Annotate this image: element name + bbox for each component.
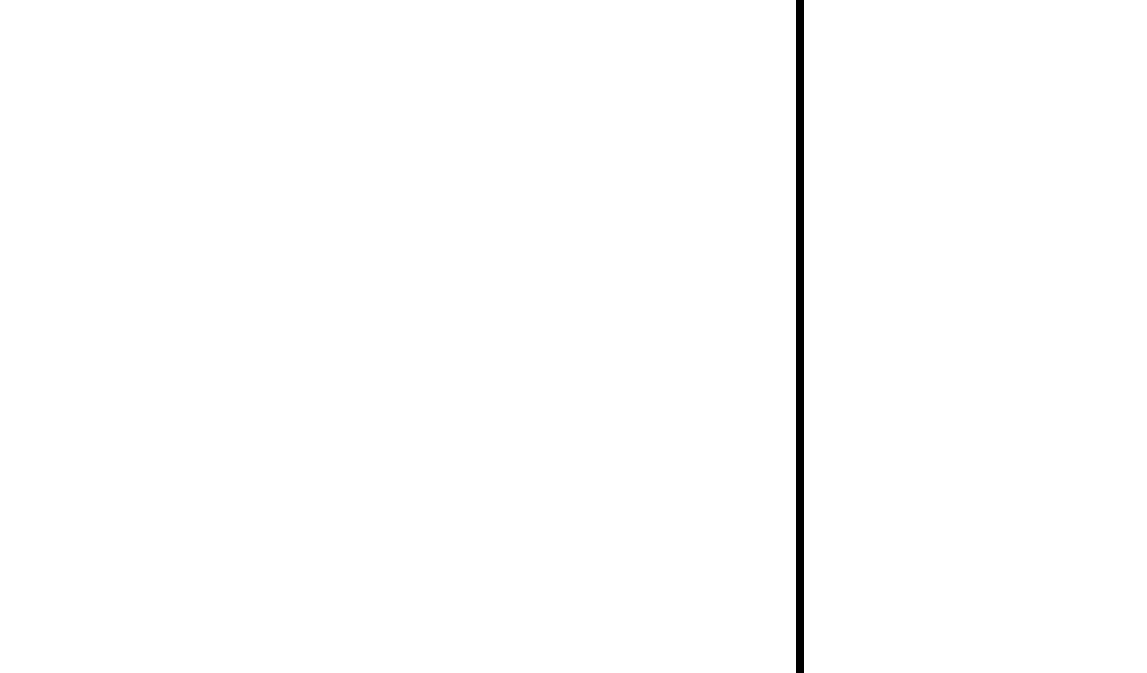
frozen-divider	[796, 0, 804, 673]
